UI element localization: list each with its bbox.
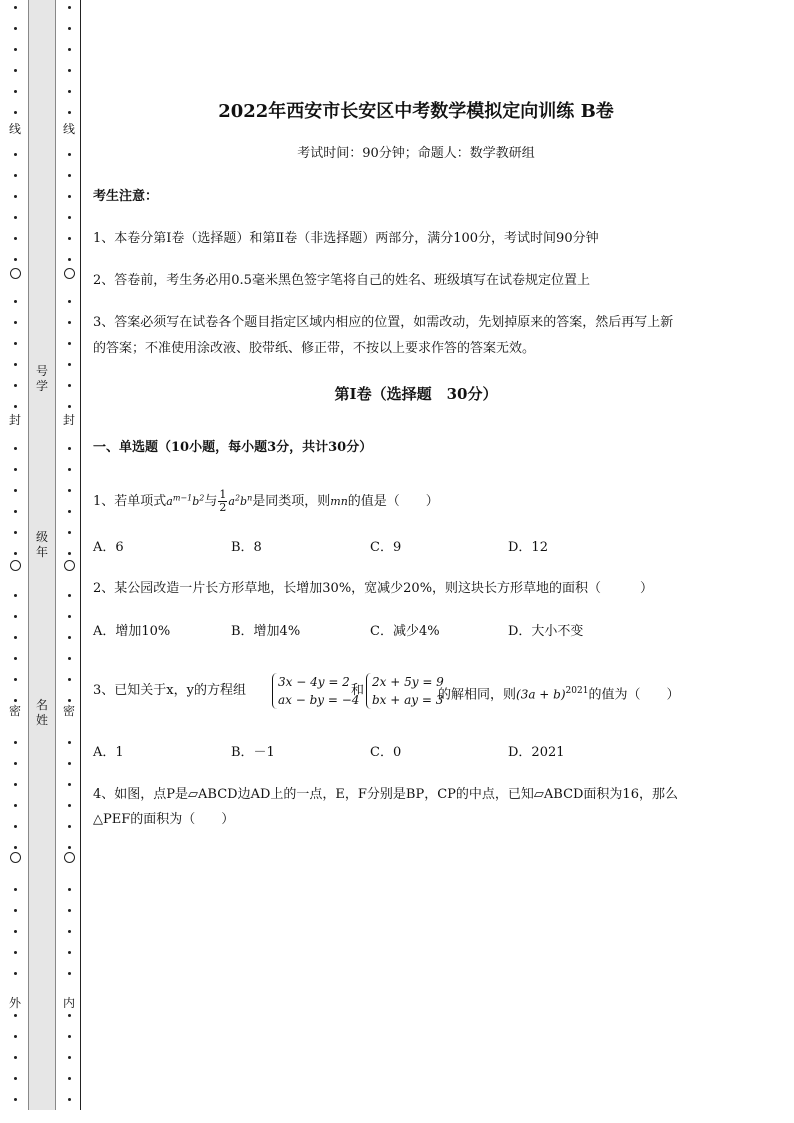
math-var: a: [228, 495, 235, 508]
option-d[interactable]: D．大小不变: [508, 624, 584, 639]
dot: [14, 699, 17, 702]
circle-mark: [64, 852, 75, 863]
dot: [68, 930, 71, 933]
dot: [68, 615, 71, 618]
dot: [68, 783, 71, 786]
dot: [14, 636, 17, 639]
field-label: 级年: [35, 530, 48, 559]
dot: [68, 111, 71, 114]
notice-item: 2、答卷前，考生务必用0.5毫米黑色签字笔将自己的姓名、班级填写在试卷规定位置上: [93, 273, 590, 288]
option-d[interactable]: D．2021: [508, 745, 565, 760]
dot: [14, 531, 17, 534]
option-b[interactable]: B．8: [231, 540, 262, 555]
inner-dotted-line: [63, 0, 75, 1110]
dot: [68, 90, 71, 93]
fraction-denominator: 2: [219, 501, 227, 514]
dot: [14, 27, 17, 30]
dot: [68, 69, 71, 72]
dot: [68, 237, 71, 240]
dot: [14, 468, 17, 471]
dot: [68, 552, 71, 555]
math-exp: m−1: [172, 493, 193, 503]
dot: [68, 1098, 71, 1101]
dot: [68, 909, 71, 912]
dot: [14, 489, 17, 492]
dot: [68, 657, 71, 660]
question-text: 3、已知关于x，y的方程组: [93, 683, 246, 698]
dot: [68, 699, 71, 702]
dot: [14, 1014, 17, 1017]
part-heading: 一、单选题（10小题，每小题3分，共计30分）: [93, 440, 373, 455]
math-term: [228, 495, 252, 508]
dot: [68, 804, 71, 807]
circle-mark: [64, 268, 75, 279]
option-b[interactable]: B．增加4%: [231, 624, 301, 639]
dot: [68, 1056, 71, 1059]
dot: [14, 321, 17, 324]
question-text: 的值为（ ）: [588, 687, 680, 703]
dot: [14, 762, 17, 765]
math-var: b: [240, 495, 248, 508]
option-c[interactable]: C．9: [370, 540, 402, 555]
margin-char: 密: [62, 704, 75, 718]
question-text: 是同类项，则: [252, 494, 331, 509]
option-a[interactable]: A．增加10%: [93, 624, 171, 639]
field-name: [29, 698, 55, 728]
dot: [68, 174, 71, 177]
equation: ax − by = −4: [278, 693, 360, 707]
dot: [68, 1014, 71, 1017]
dot: [68, 384, 71, 387]
dot: [68, 321, 71, 324]
question-text: [438, 682, 679, 704]
question-text: 1、若单项式: [93, 494, 167, 509]
dot: [14, 6, 17, 9]
dot: [14, 1098, 17, 1101]
dot: [14, 258, 17, 261]
dot: [14, 447, 17, 450]
circle-mark: [64, 560, 75, 571]
dot: [14, 111, 17, 114]
question-4-cont: △PEF的面积为（ ）: [93, 812, 235, 827]
math-exp: 2: [234, 493, 241, 503]
fraction-numerator: 1: [219, 488, 227, 501]
dot: [14, 657, 17, 660]
field-label: 号学: [35, 364, 48, 393]
dot: [14, 594, 17, 597]
margin-char: 封: [8, 413, 21, 427]
dot: [14, 510, 17, 513]
equation: bx + ay = 3: [372, 693, 444, 707]
math-exp: n: [247, 493, 253, 503]
equation: 3x − 4y = 2: [278, 675, 350, 689]
equation-system-1: [278, 673, 359, 709]
question-text: 与: [204, 494, 218, 509]
dot: [14, 48, 17, 51]
dot: [68, 741, 71, 744]
dot: [14, 300, 17, 303]
dot: [14, 237, 17, 240]
option-a[interactable]: A．1: [93, 745, 124, 760]
equation: 2x + 5y = 9: [372, 675, 444, 689]
dot: [14, 1035, 17, 1038]
dot: [14, 951, 17, 954]
dot: [68, 825, 71, 828]
math-expr: (3a + b): [516, 687, 566, 702]
dot: [14, 174, 17, 177]
margin-border-line: [80, 0, 81, 1110]
dot: [68, 153, 71, 156]
dot: [14, 195, 17, 198]
dot: [68, 489, 71, 492]
dot: [68, 636, 71, 639]
option-c[interactable]: C．减少4%: [370, 624, 440, 639]
math-var: mn: [330, 495, 348, 508]
math-term: [166, 495, 204, 508]
question-text: 的解相同，则: [438, 687, 517, 703]
notice-item: 1、本卷分第I卷（选择题）和第Ⅱ卷（非选择题）两部分，满分100分，考试时间90分钟: [93, 231, 599, 246]
dot: [68, 447, 71, 450]
dot: [68, 762, 71, 765]
question-text: 的值是（ ）: [347, 494, 439, 509]
page-title: 2022年西安市长安区中考数学模拟定向训练 B卷: [218, 101, 614, 122]
field-grade: [29, 530, 55, 560]
margin-char: 内: [62, 996, 75, 1010]
circle-mark: [10, 852, 21, 863]
dot: [68, 888, 71, 891]
dot: [68, 216, 71, 219]
dot: [68, 510, 71, 513]
dot: [68, 1077, 71, 1080]
option-a[interactable]: A．6: [93, 540, 124, 555]
dot: [14, 846, 17, 849]
field-student-number: [29, 364, 55, 394]
math-exp: 2: [199, 493, 205, 503]
margin-char: 线: [62, 122, 75, 136]
dot: [68, 195, 71, 198]
margin-char: 密: [8, 704, 21, 718]
dot: [14, 552, 17, 555]
math-var: a: [166, 495, 173, 508]
notice-item: 的答案；不准使用涂改液、胶带纸、修正带，不按以上要求作答的答案无效。: [93, 341, 536, 356]
question-1: [93, 489, 439, 514]
dot: [14, 615, 17, 618]
dot: [68, 678, 71, 681]
dot: [68, 342, 71, 345]
dot: [14, 972, 17, 975]
dot: [68, 258, 71, 261]
equation-system-2: [372, 673, 444, 709]
dot: [68, 468, 71, 471]
exam-subtitle: 考试时间：90分钟；命题人：数学教研组: [297, 146, 535, 161]
dot: [68, 363, 71, 366]
dot: [14, 216, 17, 219]
field-label: 名姓: [35, 698, 48, 727]
dot: [68, 405, 71, 408]
dot: [14, 825, 17, 828]
math-var: b: [192, 495, 200, 508]
question-4: 4、如图，点P是▱ABCD边AD上的一点，E，F分别是BP，CP的中点，已知▱ABCD面积为16，那么: [93, 787, 678, 802]
dot: [68, 27, 71, 30]
dot: [14, 783, 17, 786]
dot: [14, 363, 17, 366]
margin-char: 线: [8, 122, 21, 136]
dot: [68, 846, 71, 849]
dot: [68, 951, 71, 954]
dot: [14, 909, 17, 912]
margin-char: 封: [62, 413, 75, 427]
section-title: 第I卷（选择题 30分）: [334, 385, 498, 403]
dot: [14, 930, 17, 933]
question-text: 和: [351, 683, 365, 698]
dot: [68, 972, 71, 975]
dot: [14, 69, 17, 72]
fraction: [218, 489, 227, 514]
option-c[interactable]: C．0: [370, 745, 402, 760]
dot: [68, 531, 71, 534]
circle-mark: [10, 268, 21, 279]
circle-mark: [10, 560, 21, 571]
option-d[interactable]: D．12: [508, 540, 548, 555]
question-2: 2、某公园改造一片长方形草地，长增加30%，宽减少20%，则这块长方形草地的面积（ ）: [93, 581, 654, 596]
dot: [14, 342, 17, 345]
dot: [14, 90, 17, 93]
dot: [14, 804, 17, 807]
notice-heading: 考生注意：: [93, 189, 159, 204]
dot: [14, 678, 17, 681]
dot: [68, 1035, 71, 1038]
dot: [68, 300, 71, 303]
option-b[interactable]: B．－1: [231, 745, 275, 760]
outer-dotted-line: [9, 0, 21, 1110]
notice-item: 3、答案必须写在试卷各个题目指定区域内相应的位置，如需改动，先划掉原来的答案，然后再写上新: [93, 315, 674, 330]
dot: [14, 1077, 17, 1080]
dot: [14, 741, 17, 744]
dot: [14, 1056, 17, 1059]
margin-char: 外: [8, 996, 21, 1010]
dot: [68, 594, 71, 597]
dot: [68, 48, 71, 51]
dot: [68, 6, 71, 9]
math-exp: 2021: [565, 686, 589, 696]
student-info-band: [28, 0, 56, 1110]
dot: [14, 888, 17, 891]
dot: [14, 405, 17, 408]
dot: [14, 153, 17, 156]
dot: [14, 384, 17, 387]
